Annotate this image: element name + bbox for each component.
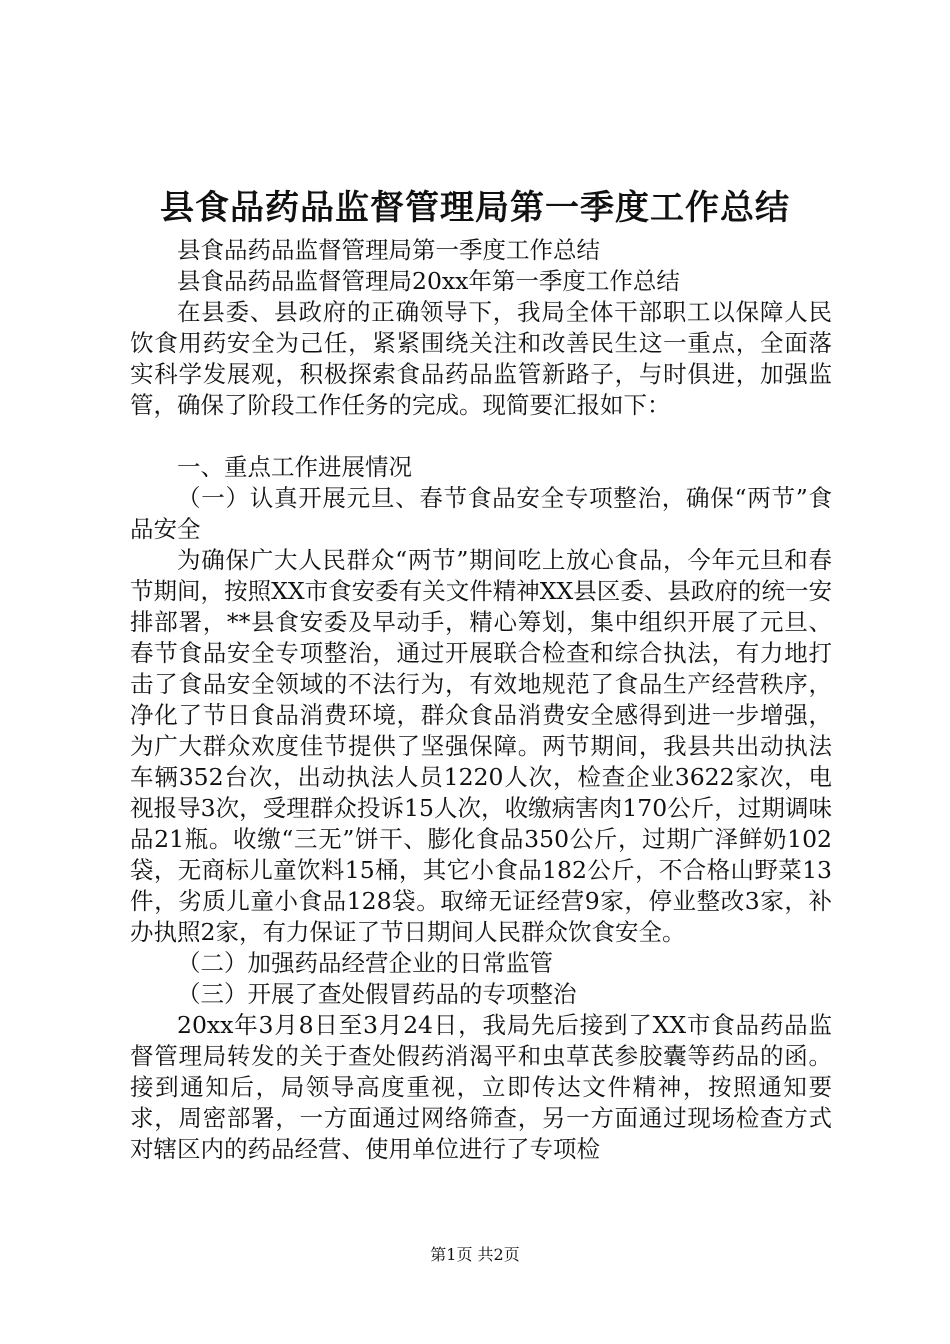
subsection-heading-3: （三）开展了查处假冒药品的专项整治 bbox=[177, 980, 577, 1008]
section-heading: 一、重点工作进展情况 bbox=[177, 453, 412, 481]
document-title: 县食品药品监督管理局第一季度工作总结 bbox=[160, 188, 790, 228]
intro-paragraph: 在县委、县政府的正确领导下，我局全体干部职工以保障人民饮食用药安全为己任，紧紧围绕关注和改善民生这一重点，全面落实科学发展观，积极探索食品药品监管新路子，与时俱进，加强监管，确保了阶段工作任务的完成。现简要汇报如下： bbox=[130, 298, 832, 419]
document-body bbox=[130, 235, 832, 1165]
subsection-heading-1: （一）认真开展元旦、春节食品安全专项整治，确保“两节”食品安全 bbox=[130, 484, 832, 543]
page-footer: 第1页 共2页 bbox=[430, 1245, 520, 1264]
body-paragraph-1: 为确保广大人民群众“两节”期间吃上放心食品，今年元旦和春节期间，按照XX市食安委有关文件精神XX县区委、县政府的统一安排部署，**县食安委及早动手，精心筹划，集中组织开展了元旦、春节食品安全专项整治，通过开展联合检查和综合执法，有力地打击了食品安全领域的不法行为，有效地规范了食品生产经营秩序，净化了节日食品消费环境，群众食品消费安全感得到进一步增强，为广大群众欢度佳节提供了坚强保障。两节期间，我县共出动执法车辆352台次，出动执法人员1220人次，检查企业3622家次，电视报导3次，受理群众投诉15人次，收缴病害肉170公斤，过期调味品21瓶。收缴“三无”饼干、膨化食品350公斤，过期广泽鲜奶102袋，无商标儿童饮料15桶，其它小食品182公斤，不合格山野菜13件，劣质儿童小食品128袋。取缔无证经营9家，停业整改3家，补办执照2家，有力保证了节日期间人民群众饮食安全。 bbox=[130, 546, 832, 946]
subsection-heading-2: （二）加强药品经营企业的日常监管 bbox=[177, 949, 553, 977]
subtitle-paragraph: 县食品药品监督管理局第一季度工作总结 bbox=[177, 236, 600, 264]
subtitle-year-paragraph: 县食品药品监督管理局20xx年第一季度工作总结 bbox=[177, 267, 680, 295]
body-paragraph-2: 20xx年3月8日至3月24日，我局先后接到了XX市食品药品监督管理局转发的关于查处假药消渴平和虫草芪参胶囊等药品的函。接到通知后，局领导高度重视，立即传达文件精神，按照通知要求，周密部署，一方面通过网络筛查，另一方面通过现场检查方式对辖区内的药品经营、使用单位进行了专项检 bbox=[130, 1011, 832, 1163]
